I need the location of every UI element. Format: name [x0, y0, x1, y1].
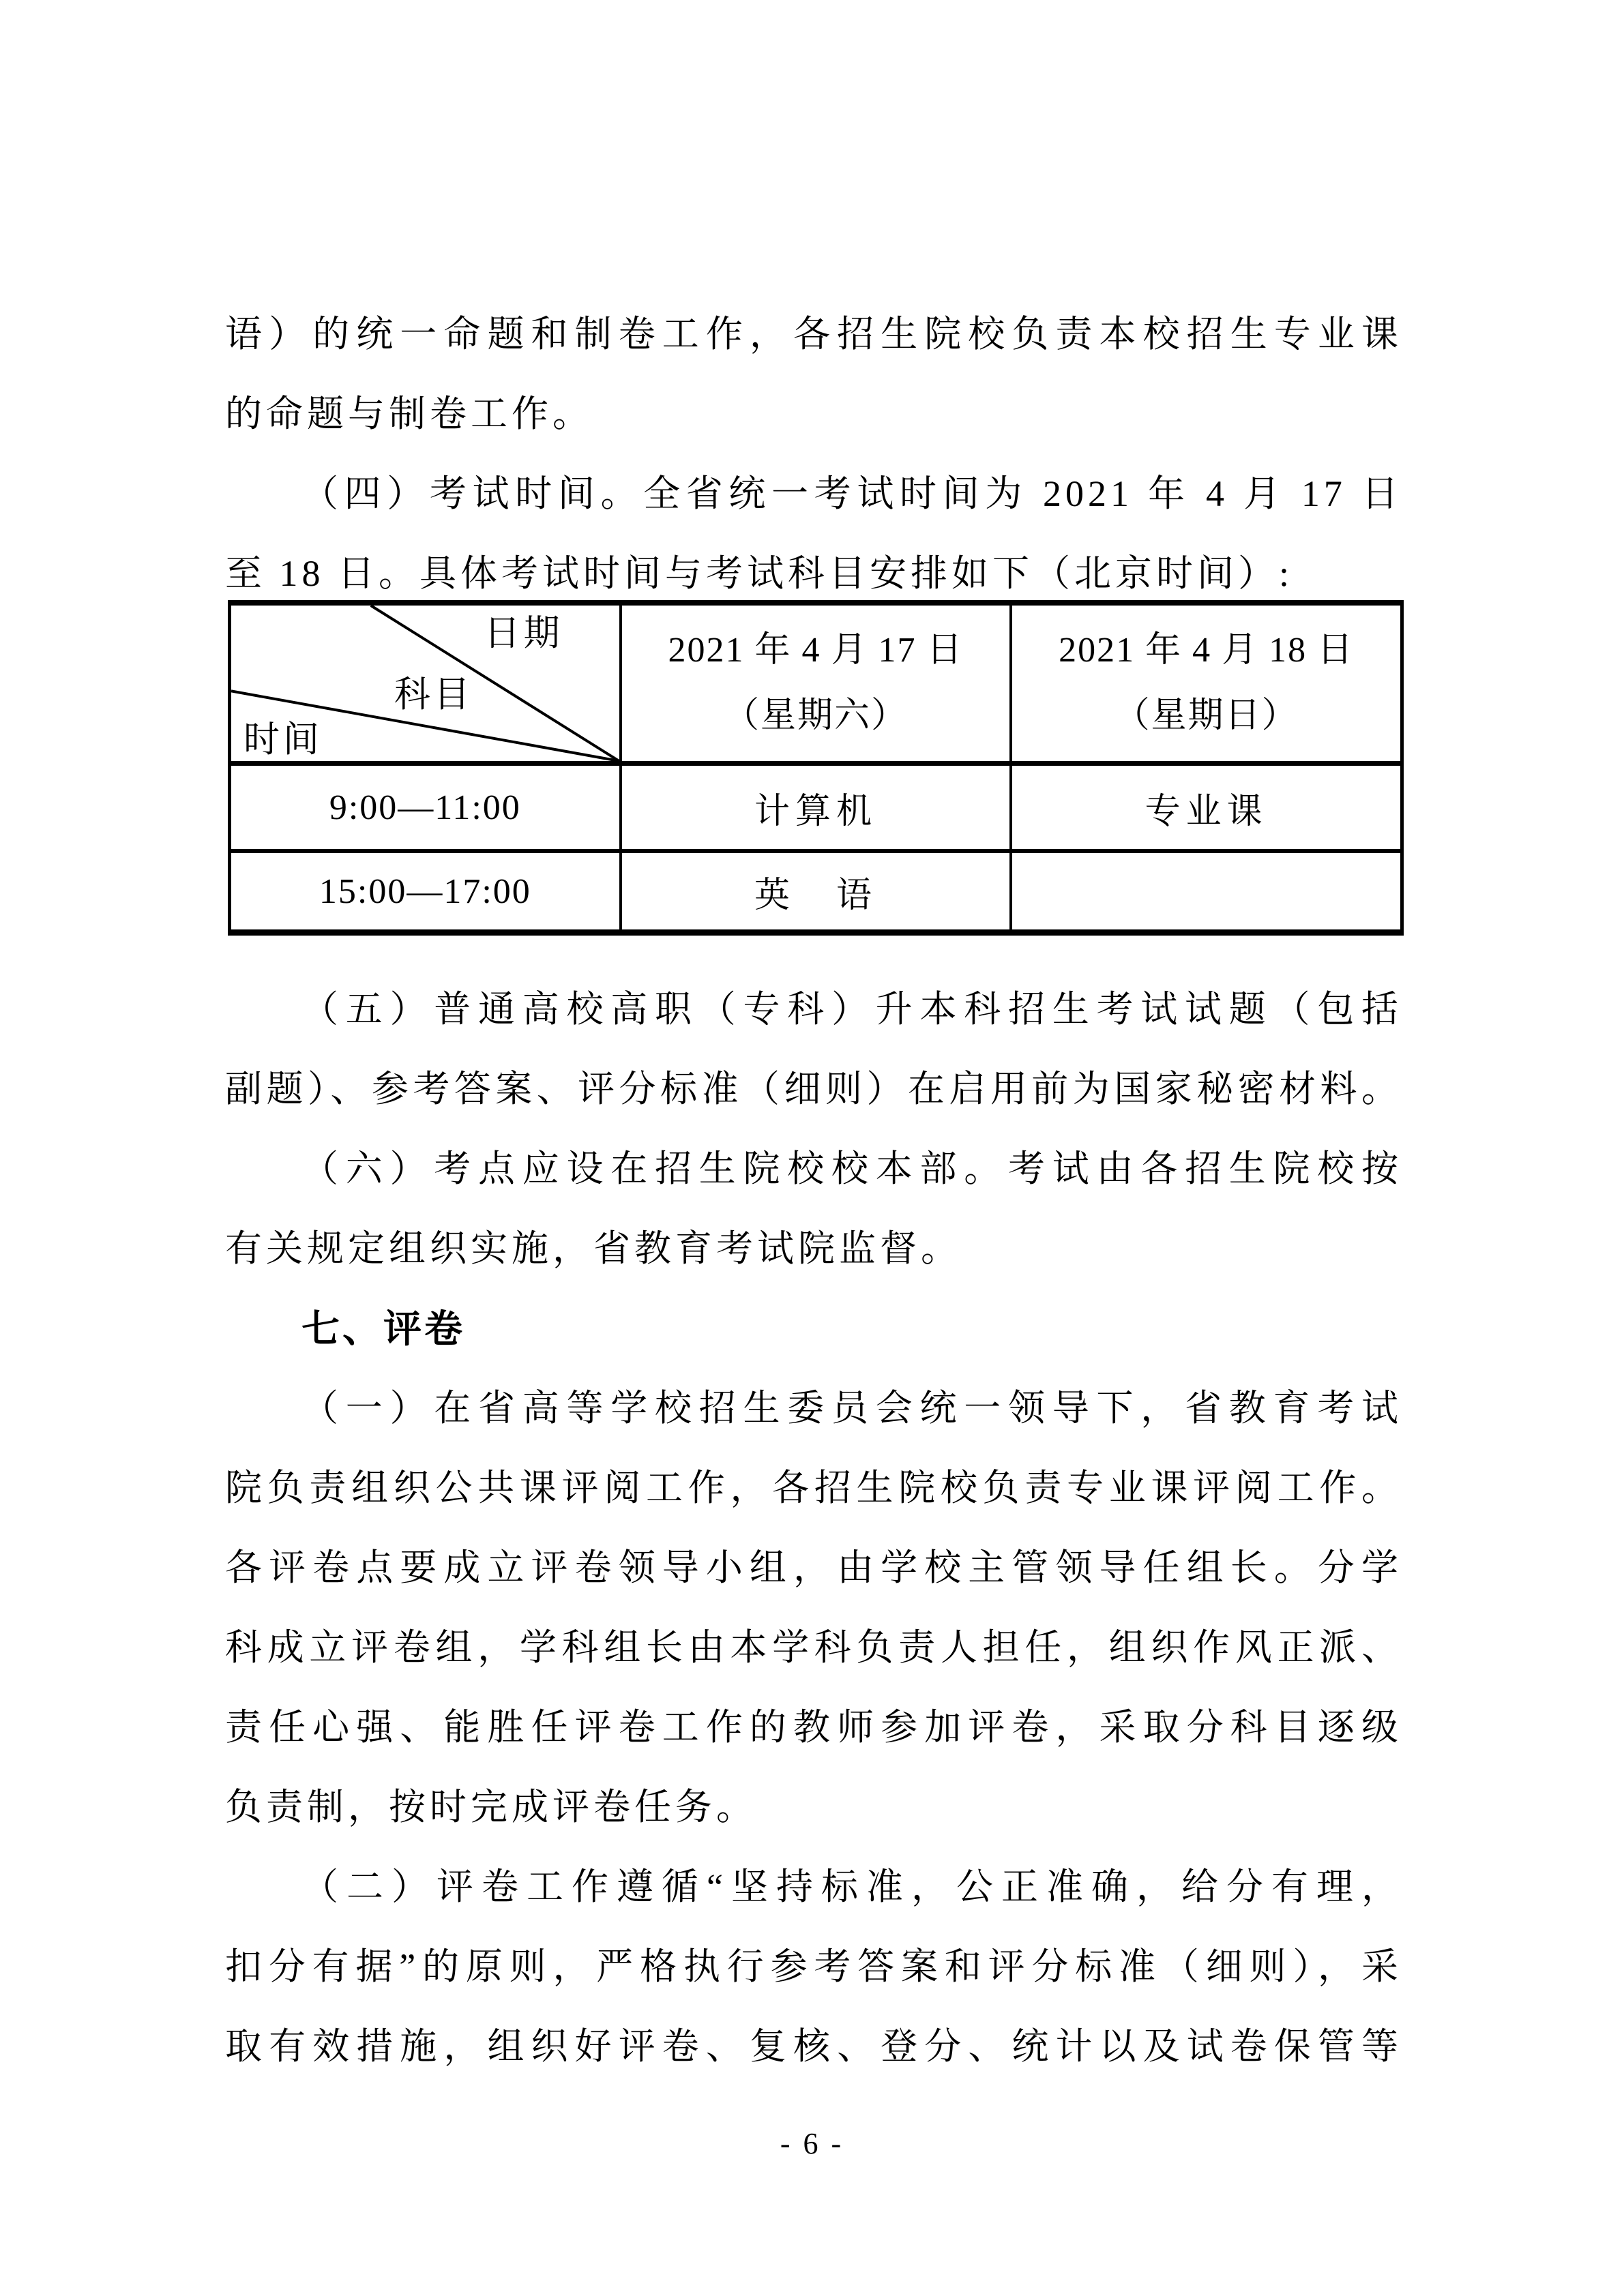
paragraph-line: 至 18 日。具体考试时间与考试科目安排如下（北京时间）:: [225, 553, 1294, 594]
table-row: [231, 766, 1400, 853]
paragraph-line: （五）普通高校高职（专科）升本科招生考试试题（包括: [301, 989, 1402, 1030]
time-cell: 15:00—17:00: [231, 853, 622, 929]
paragraph-line: （一）在省高等学校招生委员会统一领导下，省教育考试: [301, 1388, 1402, 1429]
paragraph-line: 的命题与制卷工作。: [225, 393, 593, 434]
corner-label-subject: 科目: [394, 675, 473, 715]
exam-schedule-table: [228, 600, 1404, 936]
column-header-day1: [622, 606, 1013, 761]
subject-cell: 计算机: [622, 766, 1013, 849]
paragraph-line: 院负责组织公共课评阅工作，各招生院校负责专业课评阅工作。: [225, 1467, 1402, 1508]
subject-cell: [1012, 853, 1400, 929]
paragraph-line: （六）考点应设在招生院校校本部。考试由各招生院校按: [301, 1148, 1402, 1189]
weekday-text: （星期六）: [724, 696, 909, 735]
table-row: [231, 853, 1400, 929]
paragraph-line: 科成立评卷组，学科组长由本学科负责人担任，组织作风正派、: [225, 1627, 1402, 1668]
weekday-text: （星期日）: [1114, 696, 1299, 735]
subject-cell: 英 语: [622, 853, 1013, 929]
corner-label-time: 时间: [243, 719, 323, 760]
paragraph-line: 语）的统一命题和制卷工作，各招生院校负责本校招生专业课: [225, 314, 1402, 355]
paragraph-line: 负责制，按时完成评卷任务。: [225, 1787, 757, 1828]
paragraph-line: 扣分有据”的原则，严格执行参考答案和评分标准（细则），采: [225, 1946, 1402, 1987]
paragraph-line: 各评卷点要成立评卷领导小组，由学校主管领导任组长。分学: [225, 1547, 1402, 1588]
corner-label-date: 日期: [484, 614, 563, 653]
paragraph-line: （二）评卷工作遵循“坚持标准，公正准确，给分有理，: [301, 1866, 1402, 1907]
paragraph-line: 取有效措施，组织好评卷、复核、登分、统计以及试卷保管等: [225, 2026, 1402, 2067]
paragraph-line: 副题）、参考答案、评分标准（细则）在启用前为国家秘密材料。: [225, 1069, 1402, 1109]
date-text: 2021 年 4 月 17 日: [668, 631, 964, 670]
column-header-day2: [1012, 606, 1400, 761]
table-corner-cell: [231, 606, 622, 761]
paragraph-line: 责任心强、能胜任评卷工作的教师参加评卷，采取分科目逐级: [225, 1707, 1402, 1748]
section-heading: 七、评卷: [301, 1307, 465, 1350]
subject-cell: 专业课: [1145, 792, 1268, 831]
page-number: - 6 -: [780, 2127, 844, 2160]
paragraph-line: 有关规定组织实施，省教育考试院监督。: [225, 1228, 962, 1269]
table-header-row: [231, 606, 1400, 766]
time-cell: 9:00—11:00: [231, 766, 622, 849]
paragraph-line: （四）考试时间。全省统一考试时间为 2021 年 4 月 17 日: [301, 473, 1402, 514]
date-text: 2021 年 4 月 18 日: [1059, 631, 1355, 670]
